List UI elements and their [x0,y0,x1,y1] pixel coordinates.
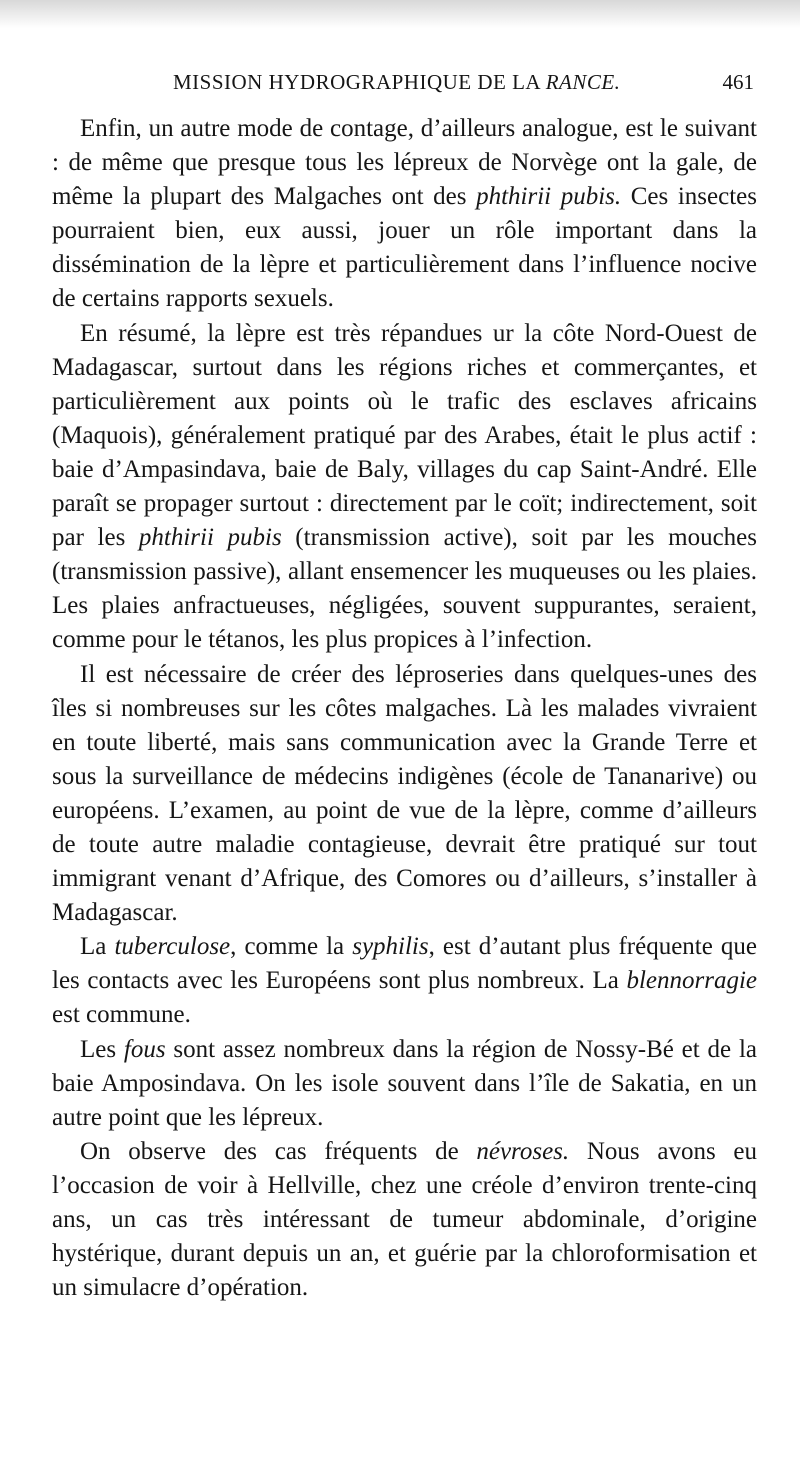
term-nevroses: névroses. [476,1137,570,1165]
paragraph-contagion: Enfin, un autre mode de contage, d’ailleurs analogue, est le suivant : de même que presque tous les lépreux de Norvège ont la gale, de même la plupart des Malgaches ont des phthirii pubis. Ces insectes pourraient bien, eux aussi, jouer un rôle important dans la dissémination de la lèpre et particulièrement dans l’influence nocive de certains rapports sexuels. [52,115,757,313]
term-blennorragie: blennorragie [626,967,757,995]
page-number: 461 [722,70,754,94]
term-tuberculose: tuberculose [114,933,231,961]
term-syphilis: syphilis [352,933,429,961]
paragraph-leproseries: Il est nécessaire de créer des léproseries dans quelques-unes des îles si nombreuses sur les côtes malgaches. Là les malades vivraient en toute liberté, mais sans communication avec la Grande Terre et sous la surveillance de médecins indigènes (école de Tananarive) ou européens. L’examen, au point de vue de la lèpre, comme d’ailleurs de toute autre maladie contagieuse, devrait être pratiqué sur tout immigrant venant d’Afrique, des Comores ou d’ailleurs, s’installer à Madagascar. [52,660,757,927]
running-title-main: MISSION HYDROGRAPHIQUE DE LA [173,70,546,94]
body-text [52,112,757,1305]
term-phthirii-pubis: phthirii pubis. [476,183,622,211]
paragraph-tuberculosis: La tuberculose, comme la syphilis, est d’autant plus fréquente que les contacts avec les Européens sont plus nombreux. La blennorragie est commune. [52,933,757,1029]
running-title [173,70,620,95]
term-phthirii-pubis: phthirii pubis [138,524,282,552]
running-title-place: RANCE. [545,70,621,94]
page-top-edge [0,0,800,28]
running-header [48,70,754,104]
term-fous: fous [123,1035,166,1063]
paragraph-fous: Les fous sont assez nombreux dans la région de Nossy-Bé et de la baie Amposindava. On les isole souvent dans l’île de Sakatia, en un autre point que les lépreux. [52,1035,757,1131]
paragraph-summary: En résumé, la lèpre est très répandues ur la côte Nord-Ouest de Madagascar, surtout dans les régions riches et commerçantes, et particulièrement aux points où le trafic des esclaves africains (Maquois), généralement pratiqué par des Arabes, était le plus actif : baie d’Ampasindava, baie de Baly, villages du cap Saint-André. Elle paraît se propager surtout : directement par le coït; indirectement, soit par les phthirii pubis (transmission active), soit par les mouches (transmission passive), allant ensemencer les muqueuses ou les plaies. Les plaies anfractueuses, négligées, souvent suppurantes, seraient, comme pour le tétanos, les plus propices à l’infection. [52,319,757,654]
paragraph-nevroses: On observe des cas fréquents de névroses. Nous avons eu l’occasion de voir à Hellville, chez une créole d’environ trente-cinq ans, un cas très intéressant de tumeur abdominale, d’origine hystérique, durant depuis un an, et guérie par la chloroformisation et un simulacre d’opération. [52,1137,757,1302]
